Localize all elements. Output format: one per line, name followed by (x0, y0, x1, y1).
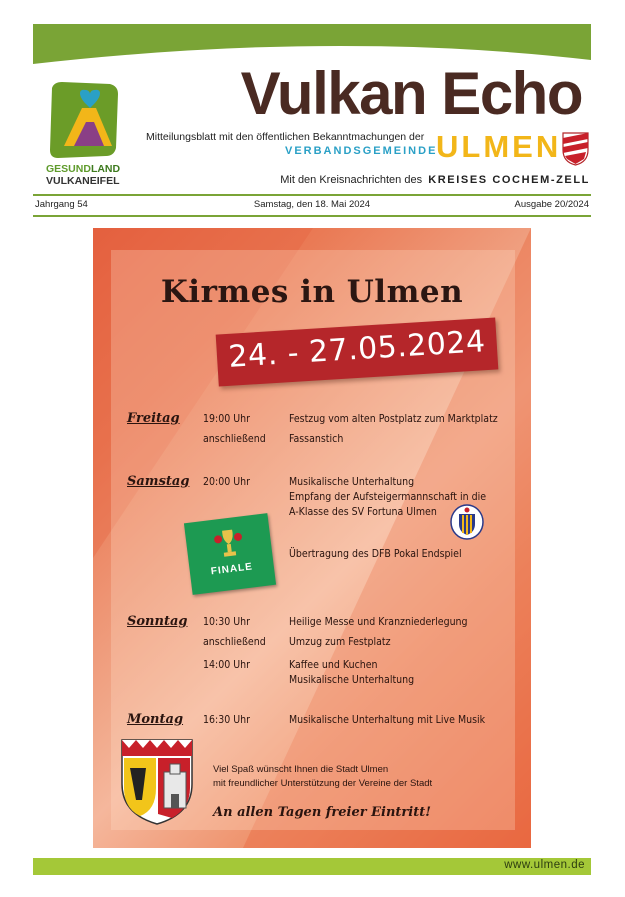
schedule-text: A-Klasse des SV Fortuna Ulmen (289, 506, 437, 518)
logo-gesund: GESUND (46, 163, 91, 175)
issue-date: Samstag, den 18. Mai 2024 (253, 199, 371, 210)
masthead-subtitle: Mitteilungsblatt mit den öffentlichen Bekanntmachungen der (146, 131, 425, 143)
issue-ausgabe: Ausgabe 20/2024 (514, 199, 589, 210)
free-entry-text: An allen Tagen freier Eintritt! (213, 805, 431, 820)
schedule-text: Empfang der Aufsteigermannschaft in die (289, 491, 487, 503)
website-link[interactable]: www.ulmen.de (504, 859, 585, 871)
schedule-time: 14:00 Uhr (203, 659, 251, 671)
poster-title: Kirmes in Ulmen (160, 274, 464, 310)
schedule-time: 10:30 Uhr (203, 616, 251, 628)
schedule-text: Fassanstich (289, 433, 344, 445)
stadt-ulmen-crest-icon (120, 738, 194, 826)
schedule-text: Übertragung des DFB Pokal Endspiel (289, 548, 462, 560)
schedule-text: Musikalische Unterhaltung mit Live Musik (289, 714, 486, 726)
schedule-text: Umzug zum Festplatz (289, 636, 391, 648)
dfb-pokal-trophy-icon (213, 526, 245, 561)
top-divider (33, 194, 591, 196)
ulmen-label: ULMEN (436, 129, 562, 164)
newspaper-title: Vulkan Echo (240, 60, 582, 127)
verbandsgemeinde-label: VERBANDSGEMEINDE (285, 145, 438, 157)
logo-land: LAND (90, 163, 121, 175)
issue-jahrgang: Jahrgang 54 (35, 199, 88, 210)
kreis-line (0, 174, 590, 186)
schedule-time: anschließend (203, 636, 266, 648)
schedule-time: anschließend (203, 433, 266, 445)
sv-fortuna-ulmen-badge-icon (450, 504, 484, 540)
schedule-time: 19:00 Uhr (203, 413, 251, 425)
schedule-text: Kaffee und Kuchen (289, 659, 378, 671)
day-samstag: Samstag (127, 474, 190, 489)
finale-label: FINALE (210, 561, 254, 578)
farewell-line-1: Viel Spaß wünscht Ihnen die Stadt Ulmen (213, 764, 389, 775)
ulmen-crest-icon (562, 132, 589, 166)
schedule-time: 20:00 Uhr (203, 476, 251, 488)
schedule-text: Festzug vom alten Postplatz zum Marktplatz (289, 413, 498, 425)
schedule-time: 16:30 Uhr (203, 714, 251, 726)
day-sonntag: Sonntag (127, 614, 188, 629)
farewell-line-2: mit freundlicher Unterstützung der Vereine der Stadt (213, 778, 433, 789)
day-freitag: Freitag (127, 411, 180, 426)
schedule-text: Heilige Messe und Kranzniederlegung (289, 616, 468, 628)
issue-info-row (35, 199, 589, 213)
kirmes-poster (93, 228, 531, 848)
dfb-pokal-finale-card (184, 513, 276, 595)
schedule-text: Musikalische Unterhaltung (289, 674, 415, 686)
kreis-name: KREISES COCHEM-ZELL (428, 174, 590, 186)
bottom-divider (33, 215, 591, 217)
kreis-prefix: Mit den Kreisnachrichten des (280, 174, 423, 186)
logo-vulkaneifel: VULKANEIFEL (46, 175, 120, 187)
footer-bar (33, 858, 591, 875)
day-montag: Montag (127, 712, 184, 727)
schedule-text: Musikalische Unterhaltung (289, 476, 415, 488)
poster-dates: 24. - 27.05.2024 (227, 324, 487, 375)
farewell-text (213, 763, 432, 791)
